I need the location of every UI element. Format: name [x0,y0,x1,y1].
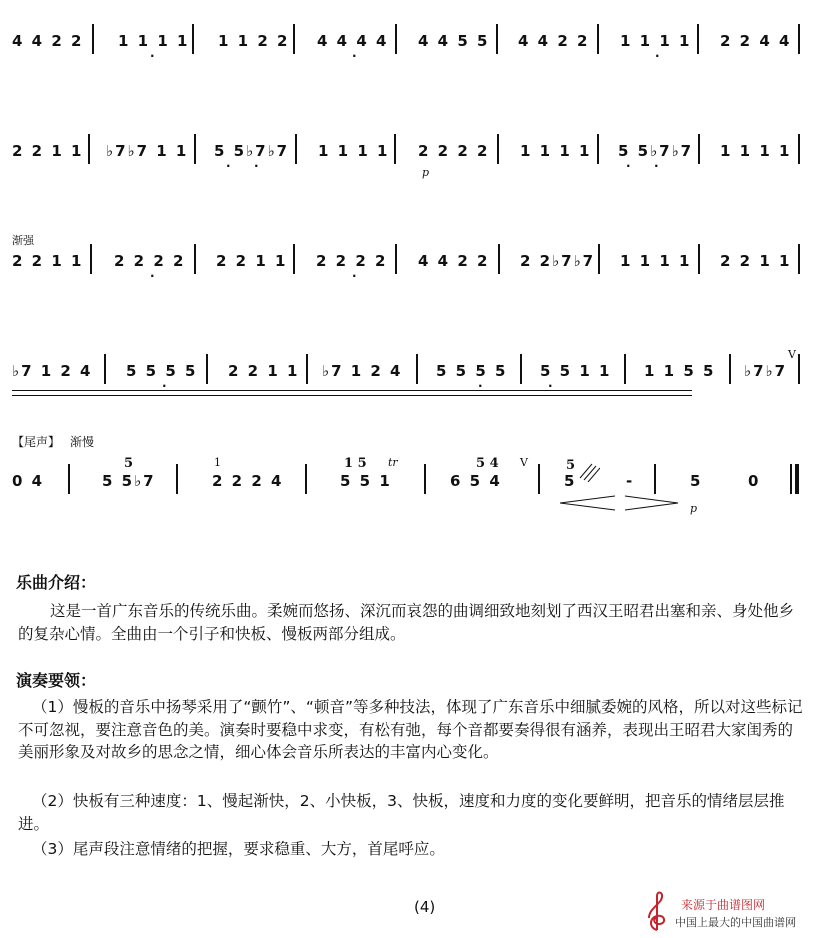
measure: 4 4 2 2 [518,32,590,50]
measure: 2 2 1 1 [216,252,288,270]
barline [597,134,599,164]
measure: - [626,472,635,490]
octave-dot: . [352,266,357,280]
measure: 2 2 2 2 [418,142,490,160]
measure: ♭7 1 2 4 [322,362,403,380]
measure: 1 1 2 2 [218,32,290,50]
hairpin-icon [560,492,680,514]
barline [654,464,656,494]
measure: 2 2 1 1 [12,142,84,160]
page-number: (4) [414,898,436,916]
watermark-line-1: 来源于曲谱图网 [681,898,766,912]
upper-note: 5 [566,458,576,473]
trill-mark: tr [388,456,398,469]
upper-note: 5 [124,456,134,471]
barline [293,244,295,274]
measure: 0 [748,472,761,490]
barline [104,354,106,384]
coda-header [0,433,817,451]
barline [68,464,70,494]
barline [798,134,800,164]
barline [790,464,792,494]
barline [424,464,426,494]
measure: 5 5 5 5 [126,362,198,380]
score-row-3-notes [0,252,817,312]
barline [416,354,418,384]
measure: 2 2 1 1 [12,252,84,270]
measure: 6 5 4 [450,472,502,490]
barline [194,134,196,164]
barline [798,354,800,384]
measure: 1 1 1 1 [720,142,792,160]
section-line [12,390,692,391]
intro-section [0,572,817,642]
watermark-line-2: 中国上最大的中国曲谱网 [675,916,796,929]
intro-heading: 乐曲介绍： [16,573,97,592]
octave-dot: . [655,46,660,60]
crescendo-label: 渐强 [12,234,34,247]
measure: 2 2 1 1 [228,362,300,380]
barline [395,24,397,54]
barline [520,354,522,384]
tips-section [0,670,817,880]
octave-dot: . [254,156,259,170]
barline [538,464,540,494]
octave-dot: . [162,376,167,390]
score-row-4 [0,348,817,422]
measure: 1 1 1 1 [520,142,592,160]
intro-text: 这是一首广东音乐的传统乐曲。柔婉而悠扬、深沉而哀怨的曲调细致地刻划了西汉王昭君出塞和亲、身处他乡的复杂心情。全曲由一个引子和快板、慢板两部分组成。 [18,602,795,643]
breath-mark: V [520,456,528,469]
octave-dot: . [150,46,155,60]
barline [305,464,307,494]
barline [598,244,600,274]
section-line [12,395,692,396]
measure: 4 4 5 5 [418,32,490,50]
measure: 2 2♭7♭7 [520,252,596,270]
tremolo-icon [578,460,600,482]
barline [176,464,178,494]
barline [88,134,90,164]
barline [496,24,498,54]
barline [306,354,308,384]
octave-dot: . [352,46,357,60]
measure: 4 4 2 2 [418,252,490,270]
tips-paragraph-1: （1）慢板的音乐中扬琴采用了“颤竹”、“顿音”等多种技法，体现了广东音乐中细腻委婉的风格，所以对这些标记不可忽视，要注意音色的美。演奏时要稳中求变，有松有弛，每个音都要奏得很有涵养，表现出王昭君大家闺秀的美丽形象及对故乡的思念之情，细心体会音乐所表达的丰富内心变化。 [18,698,803,761]
treble-clef-icon [645,890,669,934]
barline [90,244,92,274]
measure: 1 1 1 1 [318,142,390,160]
measure: 4 4 2 2 [12,32,84,50]
octave-dot: . [226,156,231,170]
measure: 2 2 2 2 [114,252,186,270]
barline [92,24,94,54]
dynamic-p: p [422,166,430,179]
measure: ♭7 1 2 4 [12,362,93,380]
measure: 0 4 [12,472,45,490]
measure: 2 2 4 4 [720,32,792,50]
breath-mark: V [788,348,796,361]
watermark [645,890,815,936]
score-row-5 [0,456,817,532]
measure: 1 1 1 1 [620,252,692,270]
dynamic-p: p [690,502,698,515]
octave-dot: . [548,376,553,390]
barline [295,134,297,164]
barline [698,244,700,274]
barline [624,354,626,384]
barline [597,24,599,54]
octave-dot: . [626,156,631,170]
barline [395,244,397,274]
barline [798,244,800,274]
tips-paragraph-3: （3）尾声段注意情绪的把握，要求稳重、大方，首尾呼应。 [32,840,445,858]
measure: 2 2 1 1 [720,252,792,270]
measure: 4 4 4 4 [317,32,389,50]
measure: 1 1 1 1 [118,32,190,50]
upper-note: 1 [214,456,221,469]
coda-label: 【尾声】 [12,435,61,449]
score-row-2 [0,142,817,202]
barline [394,134,396,164]
octave-dot: . [150,266,155,280]
barline [498,244,500,274]
upper-note: 5 4 [476,456,499,471]
coda-tempo: 渐慢 [70,435,95,449]
measure: 5 5♭7♭7 [214,142,290,160]
tips-paragraph-2: （2）快板有三种速度：1、慢起渐快，2、小快板，3、快板，速度和力度的变化要鲜明，把音乐的情绪层层推进。 [18,792,785,833]
barline [698,134,700,164]
measure: 5 5 1 [340,472,392,490]
barline [194,244,196,274]
measure: 5 5 1 1 [540,362,612,380]
measure: 5 5 5 5 [436,362,508,380]
measure: 5 [690,472,703,490]
measure: 1 1 1 1 [620,32,692,50]
score-row-1 [0,32,817,92]
upper-note: 1 5 [344,456,367,471]
measure: 1 1 5 5 [644,362,716,380]
barline [192,24,194,54]
barline [293,24,295,54]
tips-heading: 演奏要领： [16,671,97,690]
final-barline [795,464,799,494]
measure: 2 2 2 4 [212,472,284,490]
barline [206,354,208,384]
octave-dot: . [654,156,659,170]
measure: ♭7♭7 1 1 [106,142,189,160]
measure: 5 [564,472,577,490]
measure: 2 2 2 2 [316,252,388,270]
barline [697,24,699,54]
measure: ♭7♭7 [744,362,788,380]
barline [497,134,499,164]
measure: 5 5♭7 [102,472,156,490]
barline [729,354,731,384]
measure: 5 5♭7♭7 [618,142,694,160]
barline [798,24,800,54]
octave-dot: . [478,376,483,390]
